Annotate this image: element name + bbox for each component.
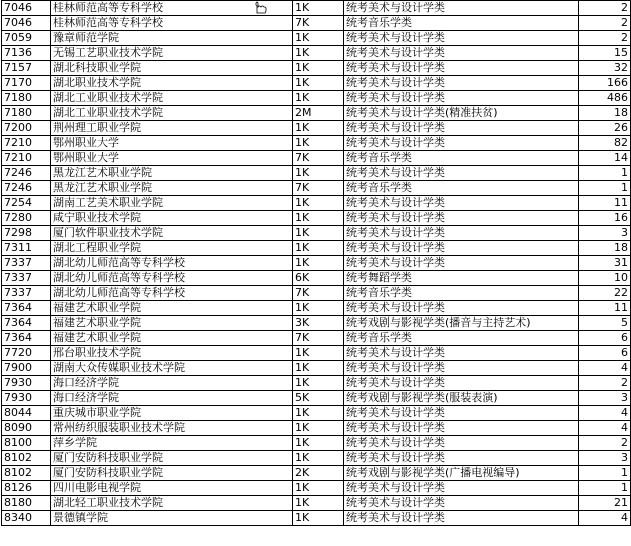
table-row bbox=[2, 316, 631, 331]
school-code-cell: 8102 bbox=[2, 466, 51, 481]
table-row bbox=[2, 271, 631, 286]
exam-type-cell: 统考美术与设计学类(精准扶贫) bbox=[344, 106, 579, 121]
school-code-cell: 8100 bbox=[2, 436, 51, 451]
school-code-cell: 7059 bbox=[2, 31, 51, 46]
table-row bbox=[2, 481, 631, 496]
plan-count-cell: 3 bbox=[579, 226, 631, 241]
plan-count-cell: 166 bbox=[579, 76, 631, 91]
category-code-cell: 1K bbox=[293, 481, 344, 496]
category-code-cell: 1K bbox=[293, 31, 344, 46]
school-code-cell: 7210 bbox=[2, 151, 51, 166]
table-row bbox=[2, 151, 631, 166]
exam-type-cell: 统考美术与设计学类 bbox=[344, 211, 579, 226]
school-code-cell: 7311 bbox=[2, 241, 51, 256]
exam-type-cell: 统考美术与设计学类 bbox=[344, 301, 579, 316]
exam-type-cell: 统考美术与设计学类 bbox=[344, 256, 579, 271]
plan-count-cell: 18 bbox=[579, 241, 631, 256]
exam-type-cell: 统考戏剧与影视学类(播音与主持艺术) bbox=[344, 316, 579, 331]
school-code-cell: 7246 bbox=[2, 166, 51, 181]
school-code-cell: 8126 bbox=[2, 481, 51, 496]
plan-count-cell: 11 bbox=[579, 301, 631, 316]
category-code-cell: 7K bbox=[293, 181, 344, 196]
school-code-cell: 7200 bbox=[2, 121, 51, 136]
exam-type-cell: 统考美术与设计学类 bbox=[344, 481, 579, 496]
exam-type-cell: 统考美术与设计学类 bbox=[344, 241, 579, 256]
plan-count-cell: 4 bbox=[579, 421, 631, 436]
exam-type-cell: 统考戏剧与影视学类(服装表演) bbox=[344, 391, 579, 406]
exam-type-cell: 统考美术与设计学类 bbox=[344, 421, 579, 436]
exam-type-cell: 统考音乐学类 bbox=[344, 286, 579, 301]
table-row bbox=[2, 196, 631, 211]
school-name-cell: 桂林师范高等专科学校 bbox=[51, 1, 293, 16]
exam-type-cell: 统考美术与设计学类 bbox=[344, 361, 579, 376]
table-row bbox=[2, 361, 631, 376]
plan-count-cell: 4 bbox=[579, 511, 631, 526]
school-code-cell: 7210 bbox=[2, 136, 51, 151]
school-name-cell: 湖南工艺美术职业学院 bbox=[51, 196, 293, 211]
plan-count-cell: 16 bbox=[579, 211, 631, 226]
table-row bbox=[2, 16, 631, 31]
exam-type-cell: 统考美术与设计学类 bbox=[344, 46, 579, 61]
category-code-cell: 1K bbox=[293, 136, 344, 151]
exam-type-cell: 统考音乐学类 bbox=[344, 16, 579, 31]
school-name-cell: 湖北职业技术学院 bbox=[51, 76, 293, 91]
plan-count-cell: 15 bbox=[579, 46, 631, 61]
school-name-cell: 海口经济学院 bbox=[51, 391, 293, 406]
exam-type-cell: 统考美术与设计学类 bbox=[344, 346, 579, 361]
school-code-cell: 7157 bbox=[2, 61, 51, 76]
school-code-cell: 7337 bbox=[2, 256, 51, 271]
table-row bbox=[2, 226, 631, 241]
plan-count-cell: 2 bbox=[579, 376, 631, 391]
plan-count-cell: 1 bbox=[579, 481, 631, 496]
table-row bbox=[2, 76, 631, 91]
table-row bbox=[2, 106, 631, 121]
school-name-cell: 海口经济学院 bbox=[51, 376, 293, 391]
school-name-cell: 桂林师范高等专科学校 bbox=[51, 16, 293, 31]
category-code-cell: 1K bbox=[293, 61, 344, 76]
school-name-cell: 鄂州职业大学 bbox=[51, 136, 293, 151]
category-code-cell: 7K bbox=[293, 151, 344, 166]
school-name-cell: 鄂州职业大学 bbox=[51, 151, 293, 166]
school-name-cell: 湖南大众传媒职业技术学院 bbox=[51, 361, 293, 376]
exam-type-cell: 统考戏剧与影视学类(广播电视编导) bbox=[344, 466, 579, 481]
plan-count-cell: 2 bbox=[579, 436, 631, 451]
exam-type-cell: 统考美术与设计学类 bbox=[344, 136, 579, 151]
plan-count-cell: 14 bbox=[579, 151, 631, 166]
plan-count-cell: 11 bbox=[579, 196, 631, 211]
school-code-cell: 8090 bbox=[2, 421, 51, 436]
plan-count-cell: 18 bbox=[579, 106, 631, 121]
exam-type-cell: 统考美术与设计学类 bbox=[344, 196, 579, 211]
exam-type-cell: 统考美术与设计学类 bbox=[344, 1, 579, 16]
school-code-cell: 7337 bbox=[2, 271, 51, 286]
category-code-cell: 6K bbox=[293, 271, 344, 286]
school-name-cell: 湖北轻工职业技术学院 bbox=[51, 496, 293, 511]
category-code-cell: 1K bbox=[293, 376, 344, 391]
school-name-cell: 湖北工程职业学院 bbox=[51, 241, 293, 256]
school-name-cell: 厦门软件职业技术学院 bbox=[51, 226, 293, 241]
table-row bbox=[2, 346, 631, 361]
plan-count-cell: 31 bbox=[579, 256, 631, 271]
school-code-cell: 8340 bbox=[2, 511, 51, 526]
school-name-cell: 湖北工业职业技术学院 bbox=[51, 91, 293, 106]
school-code-cell: 7930 bbox=[2, 376, 51, 391]
school-code-cell: 7364 bbox=[2, 331, 51, 346]
table-row bbox=[2, 136, 631, 151]
category-code-cell: 1K bbox=[293, 436, 344, 451]
category-code-cell: 2M bbox=[293, 106, 344, 121]
exam-type-cell: 统考美术与设计学类 bbox=[344, 226, 579, 241]
exam-type-cell: 统考音乐学类 bbox=[344, 331, 579, 346]
table-body bbox=[2, 1, 631, 526]
school-name-cell: 邢台职业技术学院 bbox=[51, 346, 293, 361]
category-code-cell: 7K bbox=[293, 286, 344, 301]
school-name-cell: 萍乡学院 bbox=[51, 436, 293, 451]
admission-plan-table bbox=[1, 0, 631, 526]
school-name-cell: 湖北幼儿师范高等专科学校 bbox=[51, 286, 293, 301]
school-code-cell: 7136 bbox=[2, 46, 51, 61]
exam-type-cell: 统考音乐学类 bbox=[344, 181, 579, 196]
plan-count-cell: 4 bbox=[579, 361, 631, 376]
school-name-cell: 重庆城市职业学院 bbox=[51, 406, 293, 421]
table-row bbox=[2, 1, 631, 16]
category-code-cell: 1K bbox=[293, 166, 344, 181]
hand-cursor-icon bbox=[252, 0, 268, 14]
category-code-cell: 1K bbox=[293, 451, 344, 466]
table-row bbox=[2, 121, 631, 136]
school-code-cell: 8044 bbox=[2, 406, 51, 421]
category-code-cell: 1K bbox=[293, 496, 344, 511]
plan-count-cell: 82 bbox=[579, 136, 631, 151]
school-code-cell: 7254 bbox=[2, 196, 51, 211]
table-row bbox=[2, 376, 631, 391]
school-code-cell: 7046 bbox=[2, 16, 51, 31]
exam-type-cell: 统考美术与设计学类 bbox=[344, 61, 579, 76]
plan-count-cell: 6 bbox=[579, 346, 631, 361]
school-code-cell: 7280 bbox=[2, 211, 51, 226]
category-code-cell: 7K bbox=[293, 331, 344, 346]
school-name-cell: 豫章师范学院 bbox=[51, 31, 293, 46]
table-row bbox=[2, 436, 631, 451]
table-row bbox=[2, 511, 631, 526]
exam-type-cell: 统考音乐学类 bbox=[344, 151, 579, 166]
plan-count-cell: 486 bbox=[579, 91, 631, 106]
table-row bbox=[2, 61, 631, 76]
table-row bbox=[2, 466, 631, 481]
plan-count-cell: 32 bbox=[579, 61, 631, 76]
school-name-cell: 湖北科技职业学院 bbox=[51, 61, 293, 76]
exam-type-cell: 统考美术与设计学类 bbox=[344, 91, 579, 106]
plan-count-cell: 6 bbox=[579, 331, 631, 346]
category-code-cell: 1K bbox=[293, 361, 344, 376]
school-name-cell: 福建艺术职业学院 bbox=[51, 316, 293, 331]
school-code-cell: 7170 bbox=[2, 76, 51, 91]
exam-type-cell: 统考美术与设计学类 bbox=[344, 451, 579, 466]
table-row bbox=[2, 166, 631, 181]
plan-count-cell: 3 bbox=[579, 391, 631, 406]
exam-type-cell: 统考美术与设计学类 bbox=[344, 436, 579, 451]
exam-type-cell: 统考美术与设计学类 bbox=[344, 121, 579, 136]
table-row bbox=[2, 301, 631, 316]
school-name-cell: 咸宁职业技术学院 bbox=[51, 211, 293, 226]
category-code-cell: 1K bbox=[293, 46, 344, 61]
plan-count-cell: 1 bbox=[579, 166, 631, 181]
table-row bbox=[2, 241, 631, 256]
plan-count-cell: 5 bbox=[579, 316, 631, 331]
table-row bbox=[2, 496, 631, 511]
table-row bbox=[2, 181, 631, 196]
school-code-cell: 7180 bbox=[2, 106, 51, 121]
school-code-cell: 8102 bbox=[2, 451, 51, 466]
school-name-cell: 福建艺术职业学院 bbox=[51, 301, 293, 316]
school-name-cell: 黑龙江艺术职业学院 bbox=[51, 166, 293, 181]
plan-count-cell: 2 bbox=[579, 1, 631, 16]
school-code-cell: 7180 bbox=[2, 91, 51, 106]
school-code-cell: 7298 bbox=[2, 226, 51, 241]
school-code-cell: 7246 bbox=[2, 181, 51, 196]
exam-type-cell: 统考美术与设计学类 bbox=[344, 166, 579, 181]
plan-count-cell: 1 bbox=[579, 466, 631, 481]
category-code-cell: 2K bbox=[293, 466, 344, 481]
school-code-cell: 8180 bbox=[2, 496, 51, 511]
school-name-cell: 常州纺织服装职业技术学院 bbox=[51, 421, 293, 436]
school-name-cell: 景德镇学院 bbox=[51, 511, 293, 526]
table-row bbox=[2, 91, 631, 106]
category-code-cell: 7K bbox=[293, 16, 344, 31]
category-code-cell: 1K bbox=[293, 511, 344, 526]
exam-type-cell: 统考美术与设计学类 bbox=[344, 496, 579, 511]
school-name-cell: 厦门安防科技职业学院 bbox=[51, 466, 293, 481]
school-code-cell: 7337 bbox=[2, 286, 51, 301]
plan-count-cell: 4 bbox=[579, 406, 631, 421]
school-code-cell: 7046 bbox=[2, 1, 51, 16]
plan-count-cell: 1 bbox=[579, 181, 631, 196]
category-code-cell: 1K bbox=[293, 406, 344, 421]
category-code-cell: 1K bbox=[293, 196, 344, 211]
school-code-cell: 7364 bbox=[2, 301, 51, 316]
table-row bbox=[2, 331, 631, 346]
table-row bbox=[2, 256, 631, 271]
category-code-cell: 1K bbox=[293, 211, 344, 226]
category-code-cell: 5K bbox=[293, 391, 344, 406]
category-code-cell: 1K bbox=[293, 76, 344, 91]
school-name-cell: 湖北幼儿师范高等专科学校 bbox=[51, 256, 293, 271]
category-code-cell: 1K bbox=[293, 121, 344, 136]
plan-count-cell: 21 bbox=[579, 496, 631, 511]
table-row bbox=[2, 286, 631, 301]
plan-count-cell: 3 bbox=[579, 451, 631, 466]
category-code-cell: 1K bbox=[293, 301, 344, 316]
exam-type-cell: 统考美术与设计学类 bbox=[344, 406, 579, 421]
school-name-cell: 黑龙江艺术职业学院 bbox=[51, 181, 293, 196]
category-code-cell: 1K bbox=[293, 346, 344, 361]
exam-type-cell: 统考美术与设计学类 bbox=[344, 376, 579, 391]
table-row bbox=[2, 211, 631, 226]
category-code-cell: 1K bbox=[293, 226, 344, 241]
table-row bbox=[2, 451, 631, 466]
plan-count-cell: 22 bbox=[579, 286, 631, 301]
category-code-cell: 1K bbox=[293, 91, 344, 106]
school-code-cell: 7930 bbox=[2, 391, 51, 406]
school-name-cell: 无锡工艺职业技术学院 bbox=[51, 46, 293, 61]
exam-type-cell: 统考美术与设计学类 bbox=[344, 511, 579, 526]
table-row bbox=[2, 46, 631, 61]
plan-count-cell: 2 bbox=[579, 16, 631, 31]
category-code-cell: 1K bbox=[293, 256, 344, 271]
school-code-cell: 7364 bbox=[2, 316, 51, 331]
school-name-cell: 厦门安防科技职业学院 bbox=[51, 451, 293, 466]
exam-type-cell: 统考舞蹈学类 bbox=[344, 271, 579, 286]
school-name-cell: 湖北幼儿师范高等专科学校 bbox=[51, 271, 293, 286]
table-row bbox=[2, 31, 631, 46]
school-name-cell: 四川电影电视学院 bbox=[51, 481, 293, 496]
category-code-cell: 1K bbox=[293, 1, 344, 16]
school-name-cell: 福建艺术职业学院 bbox=[51, 331, 293, 346]
school-code-cell: 7900 bbox=[2, 361, 51, 376]
table-row bbox=[2, 421, 631, 436]
category-code-cell: 1K bbox=[293, 241, 344, 256]
plan-count-cell: 2 bbox=[579, 31, 631, 46]
table-row bbox=[2, 391, 631, 406]
plan-count-cell: 26 bbox=[579, 121, 631, 136]
exam-type-cell: 统考美术与设计学类 bbox=[344, 76, 579, 91]
category-code-cell: 3K bbox=[293, 316, 344, 331]
plan-count-cell: 10 bbox=[579, 271, 631, 286]
school-name-cell: 荆州理工职业学院 bbox=[51, 121, 293, 136]
school-name-cell: 湖北工业职业技术学院 bbox=[51, 106, 293, 121]
category-code-cell: 1K bbox=[293, 421, 344, 436]
table-row bbox=[2, 406, 631, 421]
school-code-cell: 7720 bbox=[2, 346, 51, 361]
exam-type-cell: 统考美术与设计学类 bbox=[344, 31, 579, 46]
